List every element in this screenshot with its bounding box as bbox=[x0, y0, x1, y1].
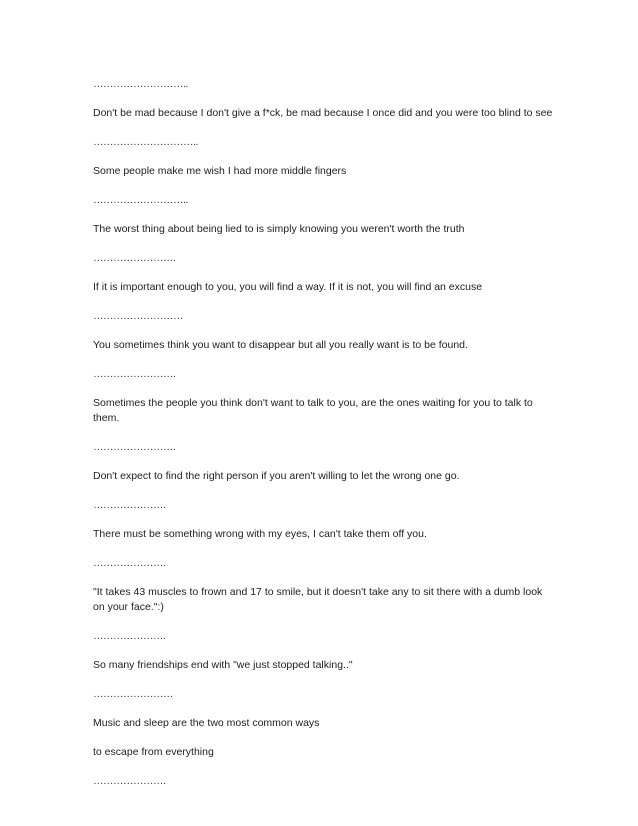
quote-text: Some people make me wish I had more middle fingers bbox=[93, 165, 347, 177]
quote-text: Don't expect to find the right person if you aren't willing to let the wrong one go. bbox=[93, 470, 460, 482]
quote-text: "It takes 43 muscles to frown and 17 to smile, but it doesn't take any to sit there with a dumb look on your face.":) bbox=[93, 586, 543, 613]
quote-text: You sometimes think you want to disappear but all you really want is to be found. bbox=[93, 339, 468, 351]
quote-text: So many friendships end with "we just stopped talking.." bbox=[93, 659, 353, 671]
quote-text: If it is important enough to you, you will find a way. If it is not, you will find an excuse bbox=[93, 281, 483, 293]
quote-text: The worst thing about being lied to is simply knowing you weren't worth the truth bbox=[93, 223, 465, 235]
separator-line: …………………. bbox=[93, 557, 166, 569]
separator-line: ……………………. bbox=[93, 368, 176, 380]
separator-line: ……………………. bbox=[93, 441, 176, 453]
quote-text: Sometimes the people you think don't want to talk to you, are the ones waiting for you to talk to them. bbox=[93, 397, 533, 424]
separator-line: ………………………….. bbox=[93, 136, 198, 148]
quote-text: to escape from everything bbox=[93, 746, 214, 758]
separator-line: ……………………….. bbox=[93, 194, 188, 206]
separator-line: …………………… bbox=[93, 688, 173, 700]
separator-line: …………………. bbox=[93, 630, 166, 642]
separator-line: …………………. bbox=[93, 499, 166, 511]
quote-text: There must be something wrong with my eyes, I can't take them off you. bbox=[93, 528, 427, 540]
separator-line: ……………………… bbox=[93, 310, 183, 322]
separator-line: ……………………. bbox=[93, 252, 176, 264]
separator-line: ……………………….. bbox=[93, 78, 188, 90]
document-body bbox=[93, 77, 553, 803]
separator-line: …………………. bbox=[93, 775, 166, 787]
quote-text: Music and sleep are the two most common ways bbox=[93, 717, 320, 729]
quote-text: Don't be mad because I don't give a f*ck, be mad because I once did and you were too blind to see bbox=[93, 107, 553, 119]
